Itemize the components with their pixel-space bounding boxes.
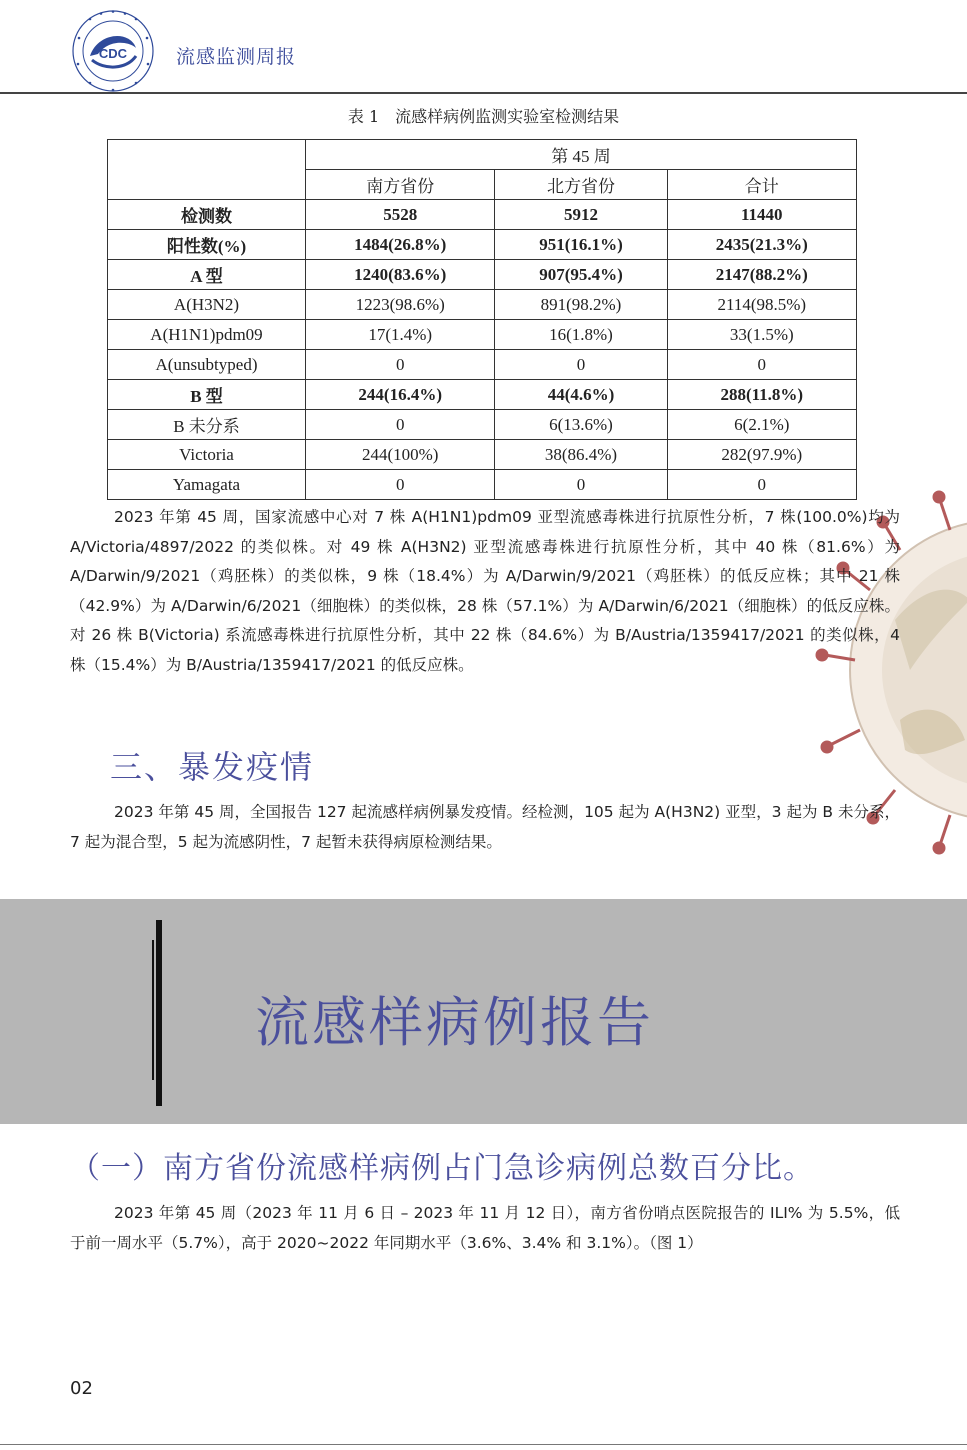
table-row [108,440,857,470]
table-row [108,320,857,350]
table-row [108,200,857,230]
table-cell: 0 [495,470,667,500]
header-corner-cell [108,140,306,200]
table-row [108,410,857,440]
table-cell: 2147(88.2%) [667,260,856,290]
table-cell: 5528 [306,200,495,230]
table-cell: 0 [306,470,495,500]
table-cell: 1223(98.6%) [306,290,495,320]
chapter-title: 流感样病例报告 [255,991,654,1054]
row-label: B 未分系 [108,410,306,440]
table-cell: 0 [306,410,495,440]
table-cell: 282(97.9%) [667,440,856,470]
table-cell: 0 [667,470,856,500]
column-header: 合计 [667,170,856,200]
row-label: Victoria [108,440,306,470]
table-cell: 16(1.8%) [495,320,667,350]
table-row [108,260,857,290]
cdc-logo [70,8,156,94]
table-cell: 6(2.1%) [667,410,856,440]
table-row [108,350,857,380]
table-cell: 0 [667,350,856,380]
banner-bar [156,920,162,1106]
page-header [0,0,967,94]
outbreak-paragraph: 2023 年第 45 周，全国报告 127 起流感样病例暴发疫情。经检测，105 起为 A(H3N2) 亚型，3 起为 B 未分系，7 起为混合型，5 起为流感阴性，7 起暂未获得病原检测结果。 [70,803,900,851]
table-cell: 1484(26.8%) [306,230,495,260]
table-cell: 907(95.4%) [495,260,667,290]
page-number: 02 [70,1378,93,1399]
table-cell: 1240(83.6%) [306,260,495,290]
column-header: 北方省份 [495,170,667,200]
row-label: B 型 [108,380,306,410]
table-row [108,470,857,500]
row-label: 检测数 [108,200,306,230]
table-cell: 951(16.1%) [495,230,667,260]
table-header-row [108,140,857,170]
table-cell: 0 [306,350,495,380]
row-label: A 型 [108,260,306,290]
table-cell: 5912 [495,200,667,230]
table-cell: 33(1.5%) [667,320,856,350]
table-cell: 0 [495,350,667,380]
table-caption: 表 1 流感样病例监测实验室检测结果 [347,107,620,126]
table-cell: 17(1.4%) [306,320,495,350]
lab-results-table [107,139,857,500]
row-label: 阳性数(%) [108,230,306,260]
table-cell: 2435(21.3%) [667,230,856,260]
table-cell: 244(100%) [306,440,495,470]
table-cell: 244(16.4%) [306,380,495,410]
column-header: 南方省份 [306,170,495,200]
table-row [108,290,857,320]
table-cell: 2114(98.5%) [667,290,856,320]
week-header: 第 45 周 [306,140,857,170]
table-cell: 38(86.4%) [495,440,667,470]
table-cell: 11440 [667,200,856,230]
south-paragraph: 2023 年第 45 周（2023 年 11 月 6 日 – 2023 年 11 月 12 日），南方省份哨点医院报告的 ILI% 为 5.5%，低于前一周水平（5.7%），高于 2020~2022 年同期水平（3.6%、3.4% 和 3.1%）。（图 1） [70,1204,900,1252]
footer-divider [0,1444,967,1445]
row-label: A(unsubtyped) [108,350,306,380]
table-cell: 891(98.2%) [495,290,667,320]
row-label: Yamagata [108,470,306,500]
row-label: A(H3N2) [108,290,306,320]
banner-bar-thin [152,940,154,1080]
table-cell: 44(4.6%) [495,380,667,410]
antigen-paragraph: 2023 年第 45 周，国家流感中心对 7 株 A(H1N1)pdm09 亚型流感毒株进行抗原性分析，7 株(100.0%)均为 A/Victoria/4897/2022 的类似株。对 49 株 A(H3N2) 亚型流感毒株进行抗原性分析，其中 40 株（81.6%）为 A/Darwin/9/2021（鸡胚株）的类似株，9 株（18.4%）为 A/Darwin/9/2021（鸡胚株）的低反应株；其中 21 株（42.9%）为 A/Darwin/6/2021（细胞株）的类似株，28 株（57.1%）为 A/Darwin/6/2021（细胞株）的低反应株。对 26 株 B(Victoria) 系流感毒株进行抗原性分析，其中 22 株（84.6%）为 B/Austria/1359417/2021 的类似株，4 株（15.4%）为 B/Austria/1359417/2021 的低反应株。 [70,508,900,674]
row-label: A(H1N1)pdm09 [108,320,306,350]
report-title: 流感监测周报 [176,46,297,68]
table-row [108,380,857,410]
table-row [108,230,857,260]
header-divider [0,92,967,94]
table-cell: 6(13.6%) [495,410,667,440]
subsection-title-south: （一）南方省份流感样病例占门急诊病例总数百分比。 [70,1151,814,1186]
table-cell: 288(11.8%) [667,380,856,410]
section-title-outbreak: 三、暴发疫情 [110,748,315,786]
svg-text:CDC: CDC [98,46,128,61]
